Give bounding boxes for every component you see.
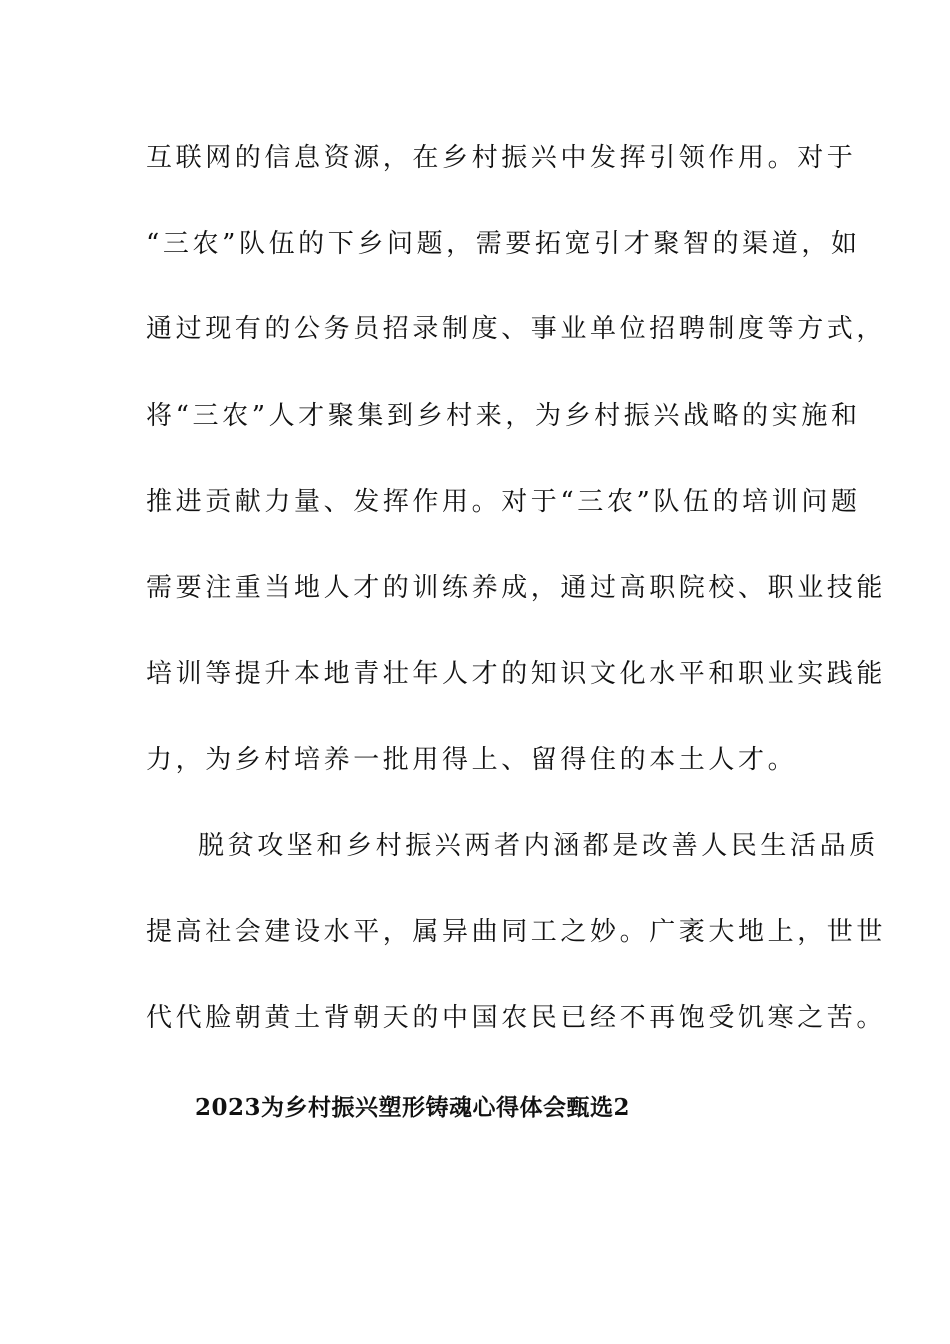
paragraph-2-line-2: 提高社会建设水平，属异曲同工之妙。广袤大地上，世世 — [146, 917, 887, 947]
section-heading: 2023为乡村振兴塑形铸魂心得体会甄选2 — [195, 1094, 631, 1121]
paragraph-1-line-6: 需要注重当地人才的训练养成，通过高职院校、职业技能 — [146, 573, 887, 603]
paragraph-1-line-4: 将“三农”人才聚集到乡村来，为乡村振兴战略的实施和 — [146, 401, 861, 431]
paragraph-1-line-2: “三农”队伍的下乡问题，需要拓宽引才聚智的渠道，如 — [146, 229, 861, 259]
paragraph-2-line-3: 代代脸朝黄土背朝天的中国农民已经不再饱受饥寒之苦。 — [146, 1003, 887, 1033]
paragraph-1-line-5: 推进贡献力量、发挥作用。对于“三农”队伍的培训问题 — [146, 487, 861, 517]
paragraph-1-line-1: 互联网的信息资源，在乡村振兴中发挥引领作用。对于 — [146, 143, 857, 173]
paragraph-1-line-3: 通过现有的公务员招录制度、事业单位招聘制度等方式， — [146, 314, 887, 344]
paragraph-2-line-1: 脱贫攻坚和乡村振兴两者内涵都是改善人民生活品质 — [198, 831, 879, 861]
paragraph-1-line-8: 力，为乡村培养一批用得上、留得住的本土人才。 — [146, 745, 798, 775]
paragraph-1-line-7: 培训等提升本地青壮年人才的知识文化水平和职业实践能 — [146, 659, 887, 689]
